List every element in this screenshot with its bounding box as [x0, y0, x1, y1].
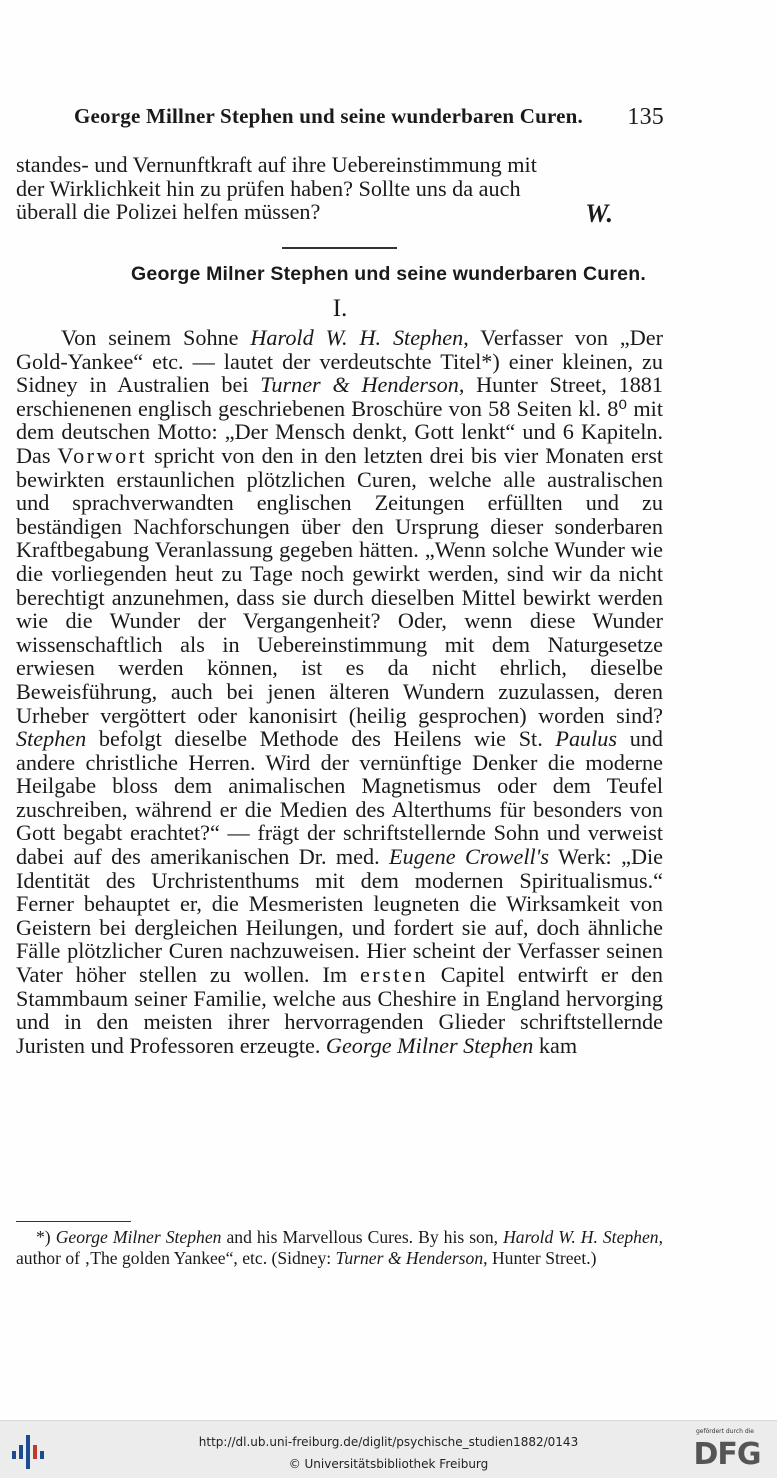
section-number: I.: [332, 295, 348, 322]
person-name: Stephen: [16, 726, 87, 752]
text-run: Von seinem Sohne: [61, 325, 251, 350]
copyright-notice: © Universitätsbibliothek Freiburg: [288, 1457, 489, 1471]
person-name: Eugene Crowell's: [389, 844, 550, 870]
footnote-divider: [16, 1221, 131, 1222]
emphasis-spaced: ersten: [359, 962, 428, 988]
text-run: Werk: „Die Identität des Urchristenthums mit dem modernen Spiritualismus.“ Ferner behauptet er, die Mesmeristen leugneten die Wirksamkeit von Geistern bei dergleichen Heilungen, und fordert sie auf, doch ähnliche Fälle plötzlicher Curen nachzuweisen. Hier scheint der Verfasser seinen Vater höher stellen zu wollen. Im: [16, 844, 663, 988]
text-run: kam: [533, 1032, 578, 1058]
paragraph: [16, 326, 663, 1057]
intro-paragraph: [16, 152, 663, 229]
book-title: George Milner Stephen: [55, 1227, 222, 1247]
author-name: Harold W. H. Stephen: [503, 1227, 659, 1247]
person-name: Harold W. H. Stephen: [250, 325, 464, 350]
footnote-marker: *): [36, 1227, 56, 1247]
footnote-text: [16, 1227, 663, 1268]
main-text: [16, 326, 663, 1057]
publisher-name: Turner & Henderson: [335, 1247, 484, 1268]
source-url[interactable]: http://dl.ub.uni-freiburg.de/diglit/psychische_studien1882/0143: [198, 1435, 579, 1449]
publisher-name: Turner & Henderson: [260, 372, 459, 398]
intro-line: [16, 199, 663, 229]
text-run: und andere christliche Herren. Wird der vernünftige Denker die moderne Heilgabe bloss dem animalischen Magnetismus oder dem Teufel zuschreiben, während er die Medien des Alterthums für besonders von Gott begabt erachtet?“ — frägt der schriftstellernde Sohn und verweist dabei auf des amerikanischen Dr. med.: [16, 726, 663, 870]
text-run: , author of ‚The golden Yankee“, etc. (Sidney:: [16, 1227, 663, 1268]
text-run: befolgt dieselbe Methode des Heilens wie St.: [86, 726, 556, 752]
text-run: and his Marvellous Cures. By his son,: [221, 1227, 504, 1247]
text-run: , Hunter Street, 1881 erschienenen englisch geschriebenen Broschüre von 58 Seiten kl. 8⁰ mit dem deutschen Motto: „Der Mensch denkt, Gott lenkt“ und 6 Kapiteln. Das: [16, 372, 663, 468]
intro-line-text: überall die Polizei helfen müssen?: [16, 199, 321, 225]
dfg-logo: DFG: [693, 1437, 761, 1472]
dfg-caption: gefördert durch die: [696, 1428, 754, 1435]
text-run: Capitel entwirft er den Stammbaum seiner Familie, welche aus Cheshire in England hervorging und in den meisten ihrer hervorragenden Glieder schriftstellernde Juristen und Professoren erzeugte.: [16, 962, 663, 1058]
running-header: [74, 104, 664, 134]
person-name: George Milner Stephen: [325, 1032, 534, 1058]
text-run: , Verfasser von „Der Gold-Yankee“ etc. — lautet der verdeutschte Titel*) einer kleinen, zu Sidney in Australien bei: [16, 325, 664, 398]
section-divider: [282, 247, 397, 249]
text-run: spricht von den in den letzten drei bis vier Monaten erst bewirkten erstaunlichen plötzlichen Curen, welche alle australischen und sprachverwandten englischen Zeitungen erfüllten und zu beständigen Nachforschungen über den Ursprung dieser sonderbaren Kraftbegabung Veranlassung gegeben hätten. „Wenn solche Wunder wie die vorliegenden heut zu Tage noch gewirkt werden, sind wir da nicht berechtigt anzunehmen, dass sie durch dieselben Mittel bewirkt werden wie die Wunder der Vergangenheit? Oder, wenn diese Wunder wissenschaftlich als in Uebereinstimmung mit dem Naturgesetze erwiesen werden können, ist es da nicht ehrlich, dieselbe Beweisführung, auch bei jenen älteren Wundern zuzulassen, deren Urheber vergöttert oder kanonisirt (heilig gesprochen) worden sind?: [16, 442, 663, 728]
page-number: 135: [627, 104, 664, 130]
emphasis-spaced: Vorwort: [57, 442, 148, 468]
footnote: [16, 1227, 663, 1268]
section-title: George Milner Stephen und seine wunderbaren Curen.: [131, 263, 646, 285]
running-title: George Millner Stephen und seine wunderbaren Curen.: [74, 104, 583, 128]
viewer-footer: [0, 1420, 777, 1478]
text-run: , Hunter Street.): [483, 1247, 597, 1268]
intro-line: standes- und Vernunftkraft auf ihre Uebereinstimmung mit: [16, 152, 537, 177]
person-name: Paulus: [555, 726, 618, 752]
signature: W.: [585, 199, 613, 229]
intro-line: der Wirklichkeit hin zu prüfen haben? Sollte uns da auch: [16, 175, 521, 201]
